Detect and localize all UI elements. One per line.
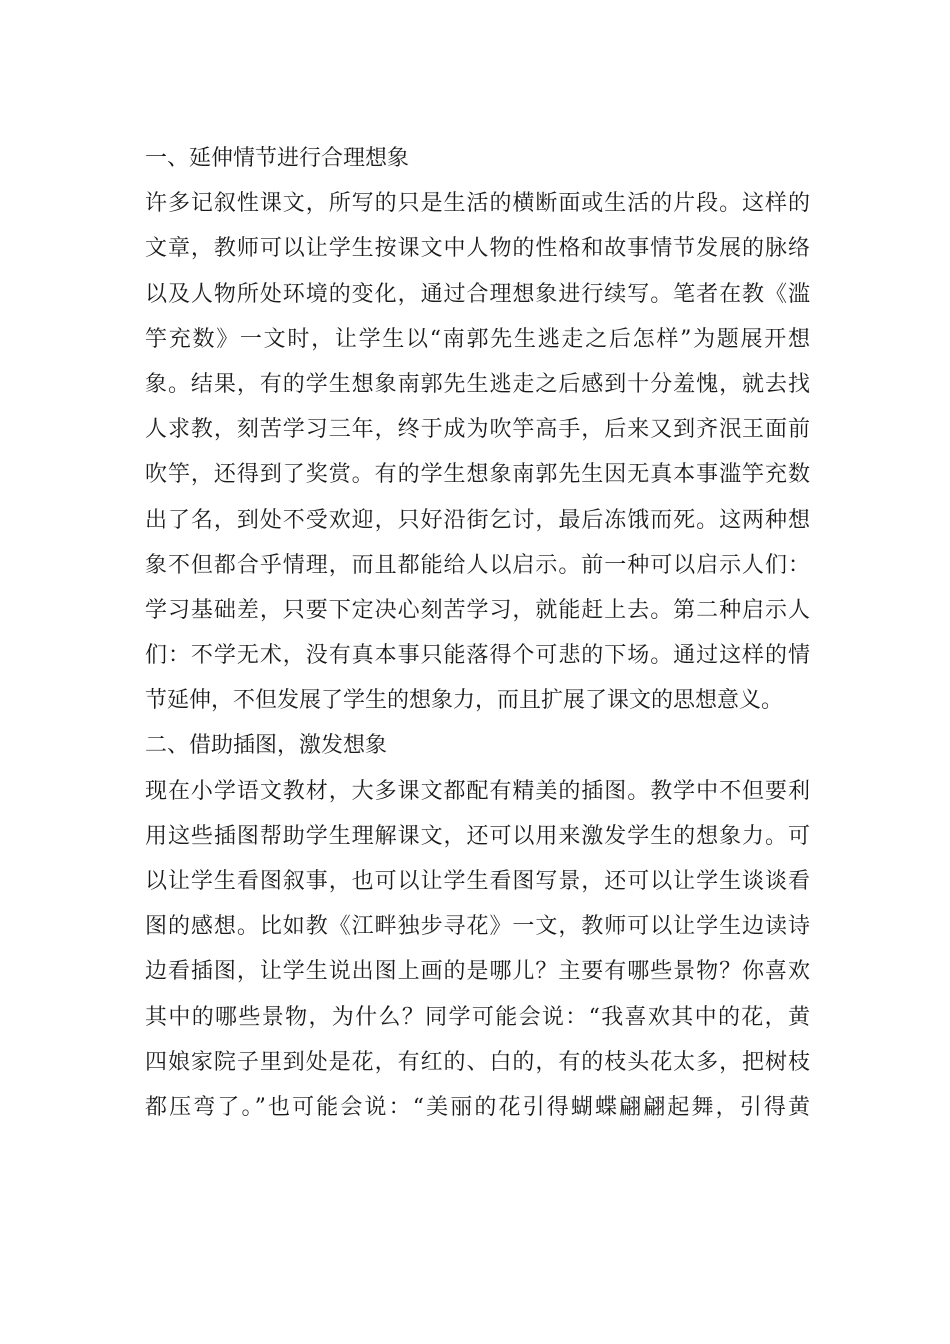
paragraph-line: 人求教，刻苦学习三年，终于成为吹竽高手，后来又到齐泯王面前 xyxy=(145,417,810,443)
paragraph-line: 文章，教师可以让学生按课文中人物的性格和故事情节发展的脉络 xyxy=(145,236,810,262)
paragraph-line: 其中的哪些景物，为什么？同学可能会说：“我喜欢其中的花，黄 xyxy=(145,1004,810,1030)
paragraph-line: 现在小学语文教材，大多课文都配有精美的插图。教学中不但要利 xyxy=(145,778,810,804)
document-body xyxy=(145,136,810,1130)
paragraph-line: 们：不学无术，没有真本事只能落得个可悲的下场。通过这样的情 xyxy=(145,643,810,669)
paragraph-line: 象不但都合乎情理，而且都能给人以启示。前一种可以启示人们： xyxy=(145,552,810,578)
paragraph-line: 竽充数》一文时，让学生以“南郭先生逃走之后怎样”为题展开想 xyxy=(145,326,810,352)
paragraph-line: 出了名，到处不受欢迎，只好沿街乞讨，最后冻饿而死。这两种想 xyxy=(145,507,810,533)
paragraph-line: 用这些插图帮助学生理解课文，还可以用来激发学生的想象力。可 xyxy=(145,823,810,849)
paragraph-2 xyxy=(145,769,810,1131)
paragraph-line: 节延伸，不但发展了学生的想象力，而且扩展了课文的思想意义。 xyxy=(145,688,784,714)
paragraph-line: 学习基础差，只要下定决心刻苦学习，就能赶上去。第二种启示人 xyxy=(145,597,810,623)
paragraph-line: 许多记叙性课文，所写的只是生活的横断面或生活的片段。这样的 xyxy=(145,191,810,217)
paragraph-line: 象。结果，有的学生想象南郭先生逃走之后感到十分羞愧，就去找 xyxy=(145,371,810,397)
section-heading-1: 一、延伸情节进行合理想象 xyxy=(145,146,410,171)
paragraph-line: 吹竽，还得到了奖赏。有的学生想象南郭先生因无真本事滥竽充数 xyxy=(145,462,810,488)
paragraph-line: 边看插图，让学生说出图上画的是哪儿？主要有哪些景物？你喜欢 xyxy=(145,959,810,985)
paragraph-line: 图的感想。比如教《江畔独步寻花》一文，教师可以让学生边读诗 xyxy=(145,914,810,940)
section-heading-2: 二、借助插图，激发想象 xyxy=(145,733,388,759)
paragraph-line: 以让学生看图叙事，也可以让学生看图写景，还可以让学生谈谈看 xyxy=(145,869,810,894)
paragraph-line: 四娘家院子里到处是花，有红的、白的，有的枝头花太多，把树枝 xyxy=(145,1049,810,1075)
paragraph-1 xyxy=(145,181,810,723)
paragraph-line: 以及人物所处环境的变化，通过合理想象进行续写。笔者在教《滥 xyxy=(145,281,810,307)
paragraph-line: 都压弯了。”也可能会说：“美丽的花引得蝴蝶翩翩起舞，引得黄 xyxy=(145,1094,810,1120)
